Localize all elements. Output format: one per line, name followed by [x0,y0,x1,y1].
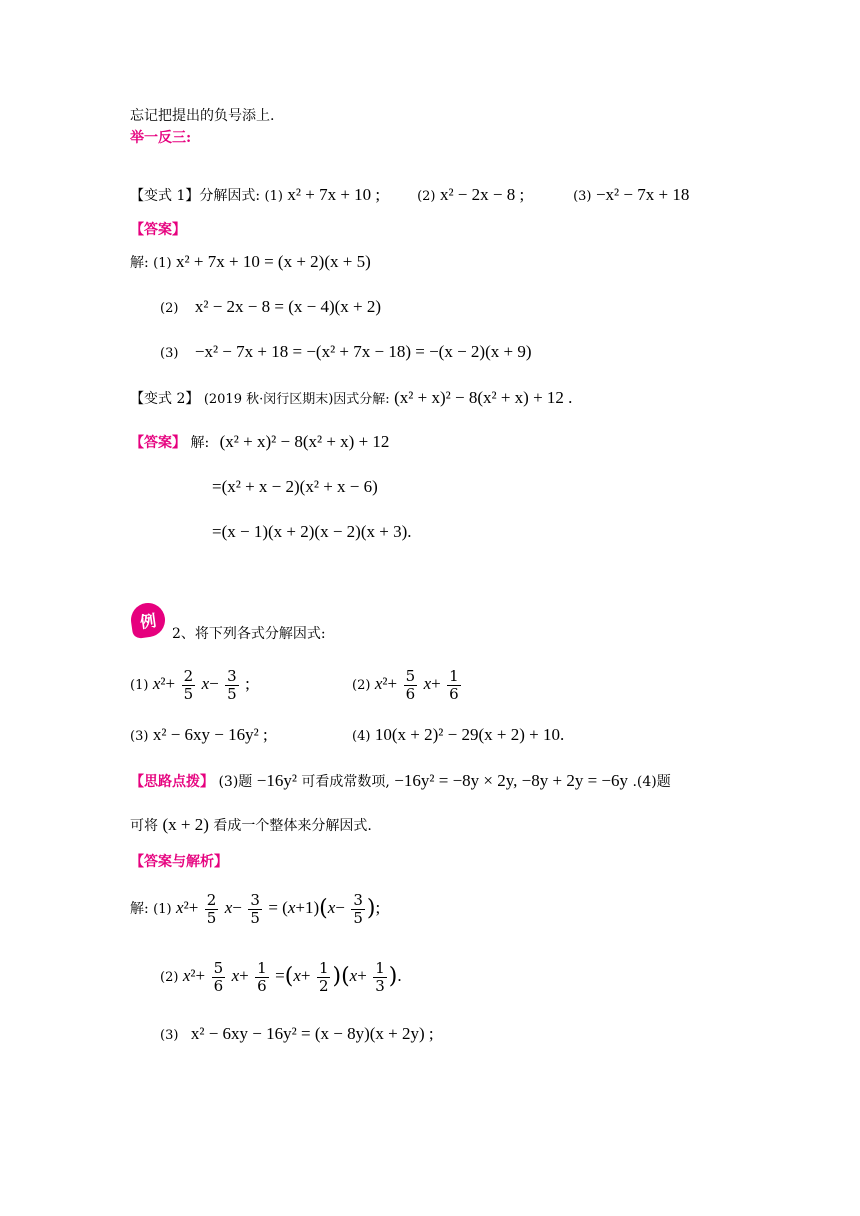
a1-label: (1) [153,902,172,917]
variant1-title: 【变式 1】分解因式: [130,188,261,204]
variant1-p3-label: (3) [573,189,592,204]
variant1-p2-expr: x² − 2x − 8 ; [439,185,525,204]
hint-expr1: −16y² [256,771,297,790]
solution-2-label: (2) [160,301,179,316]
fraction: $\frac{3}{5}$ [353,890,363,927]
example-q3 [130,725,268,747]
q4-expr: 10(x + 2)² − 29(x + 2) + 10. [374,725,565,744]
fraction: $\frac{5}{6}$ [405,666,416,703]
section-label: 举一反三: [130,130,192,146]
variant1-p1-label: (1) [264,189,283,204]
variant1-answer-label: 【答案】 [130,222,186,238]
solution-3-expr: −x² − 7x + 18 = −(x² + 7x − 18) = −(x − 2)(x + 9) [194,342,532,361]
a3-label: (3) [160,1028,179,1043]
hint-text1: (3)题 [218,774,253,790]
hint-text3: .(4)题 [632,774,671,790]
a2-label: (2) [160,970,179,985]
example-q2: (2) x²+ $\frac{5}{6}$ x+ $\frac{1}{6}$ [352,666,459,703]
fraction: $\frac{2}{5}$ [183,666,194,703]
analysis-prefix: 解: [130,901,149,917]
fraction: $\frac{1}{3}$ [375,958,385,995]
variant2-line2: =(x² + x − 2)(x² + x − 6) [212,477,378,496]
hint-text4-pre: 可将 [130,818,158,834]
fraction: $\frac{5}{6}$ [213,958,224,995]
analysis-a1: 解: (1) x²+ $\frac{2}{5}$ x− $\frac{3}{5}$ = (x+1)(x− $\frac{3}{5}$ ); [130,890,381,927]
fraction: $\frac{1}{2}$ [318,958,329,995]
fraction: $\frac{1}{6}$ [449,666,459,703]
q2-label: (2) [352,678,371,693]
variant2-solution-1 [130,432,389,453]
hint-text4-post: 看成一个整体来分解因式. [213,818,372,834]
variant2-answer-label: 【答案】 [130,435,186,451]
variant2-source: (2019 秋·闵行区期末)因式分解: [203,392,390,407]
variant1-p1-expr: x² + 7x + 10 ; [287,185,381,204]
fraction: $\frac{3}{5}$ [227,666,237,703]
q1-label: (1) [130,678,149,693]
solution-3-label: (3) [160,346,179,361]
example-q1: (1) x²+ $\frac{2}{5}$ x− $\frac{3}{5}$ ; [130,666,250,703]
example-badge: 例 [129,601,167,639]
hint-line1 [130,771,671,792]
a3-expr: x² − 6xy − 16y² = (x − 8y)(x + 2y) ; [190,1024,434,1043]
variant1-solution-3 [160,342,532,364]
analysis-label: 【答案与解析】 [130,854,228,870]
hint-text2: 可看成常数项, [301,774,390,790]
variant1-solution-2 [160,297,381,319]
variant1-problem [130,185,689,207]
hint-expr3: (x + 2) [162,815,209,834]
variant2-title: 【变式 2】 [130,391,200,407]
variant2-sol-prefix: 解: [190,435,210,451]
variant2-line3: =(x − 1)(x + 2)(x − 2)(x + 3). [212,522,412,541]
q3-expr: x² − 6xy − 16y² ; [152,725,268,744]
hint-label: 【思路点拨】 [130,774,214,790]
variant1-p2-label: (2) [417,189,436,204]
example-q4 [352,725,564,747]
q3-label: (3) [130,729,149,744]
variant2-problem [130,388,572,410]
solution-prefix: 解: [130,255,149,271]
fraction: $\frac{2}{5}$ [206,890,217,927]
variant2-line1: (x² + x)² − 8(x² + x) + 12 [219,432,390,451]
analysis-a3 [160,1024,434,1046]
fraction: $\frac{1}{6}$ [257,958,267,995]
solution-1-expr: x² + 7x + 10 = (x + 2)(x + 5) [176,252,371,271]
q4-label: (4) [352,729,371,744]
variant1-p3-expr: −x² − 7x + 18 [595,185,690,204]
analysis-a2: (2) x²+ $\frac{5}{6}$ x+ $\frac{1}{6}$ =(x+ $\frac{1}{2}$ )(x+ $\frac{1}{3}$ ). [160,958,402,995]
intro-text: 忘记把提出的负号添上. [130,108,275,124]
hint-expr2: −16y² = −8y × 2y, −8y + 2y = −6y [394,771,628,790]
variant1-solution-1 [130,252,371,274]
solution-2-expr: x² − 2x − 8 = (x − 4)(x + 2) [194,297,382,316]
variant2-expr: (x² + x)² − 8(x² + x) + 12 . [394,388,573,407]
fraction: $\frac{3}{5}$ [250,890,260,927]
hint-line2 [130,815,372,836]
example-title: 2、将下列各式分解因式: [172,626,326,642]
solution-1-label: (1) [153,256,172,271]
